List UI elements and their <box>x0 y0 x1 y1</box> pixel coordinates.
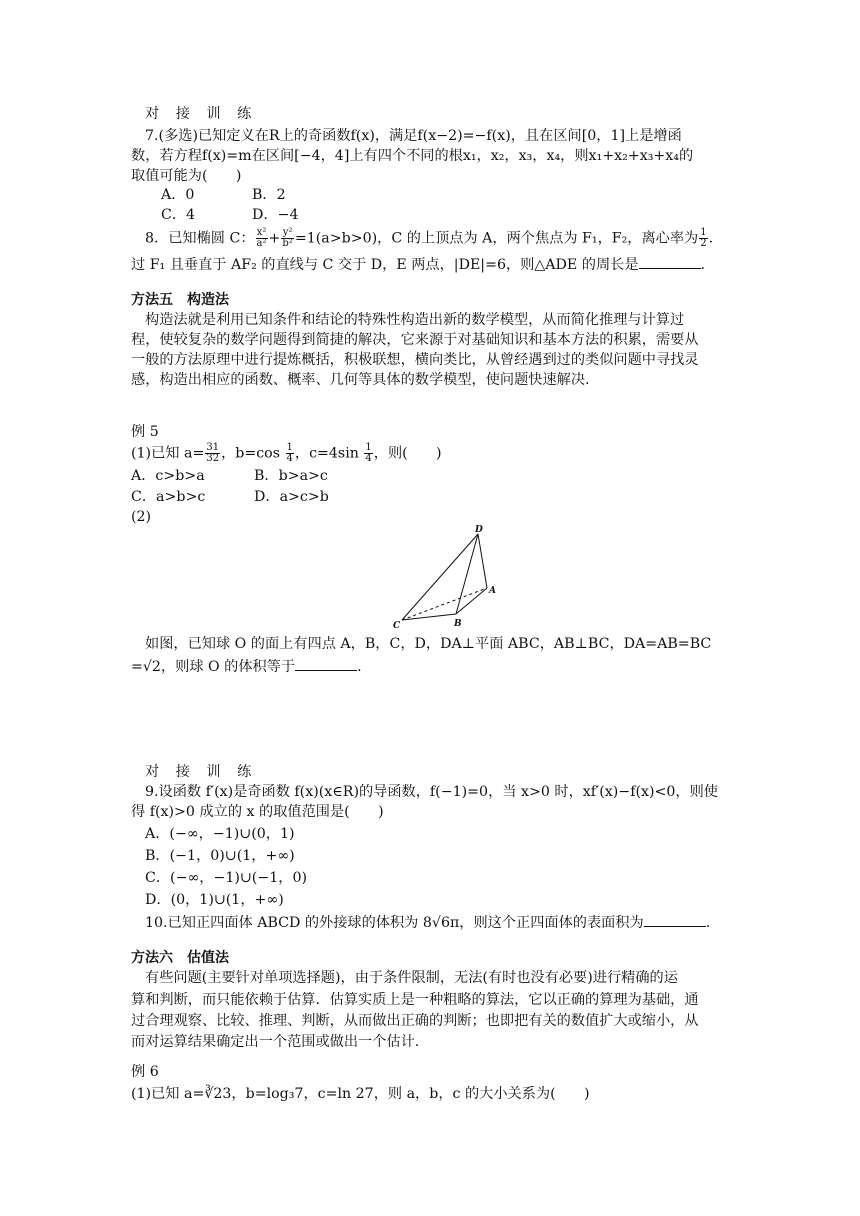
paragraph-line: 有些问题(主要针对单项选择题)，由于条件限制，无法(有时也没有必要)进行精确的运 <box>145 970 678 986</box>
method-5-title: 方法五 构造法 <box>131 292 229 308</box>
example-5-q2-line1: 如图，已知球 O 的面上有四点 A，B，C，D，DA⊥平面 ABC，AB⊥BC，DA=AB=BC <box>145 636 712 652</box>
option-a: A．(−∞，−1)∪(0，1) <box>145 826 295 842</box>
option-c: C．4 <box>161 207 196 223</box>
fraction: $\frac{31}{32}$ <box>206 442 220 464</box>
option-b: B．b>a>c <box>254 468 328 484</box>
paragraph-line: 算和判断，而只能依赖于估算．估算实质上是一种粗略的算法，它以正确的算理为基础，通 <box>131 992 699 1008</box>
option-c: C．a>b>c <box>131 489 206 505</box>
paragraph-line: 而对运算结果确定出一个范围或做出一个估计. <box>131 1034 420 1050</box>
paragraph-line: 一般的方法原理中进行提炼概括，积极联想，横向类比，从曾经遇到过的类似问题中寻找灵 <box>131 352 699 368</box>
fraction: $\frac{1}{4}$ <box>365 442 372 464</box>
tetrahedron-figure <box>390 522 510 632</box>
example-5-label: 例 5 <box>131 424 159 440</box>
vertex-label-b: B <box>454 619 462 629</box>
question-8-line1: 8．已知椭圆 C： $\frac{\text{x²}}{\text{a²}}$ + $\frac{\text{y²}}{\text{b²}}$ =1(a>b>0)，C 的上顶点为 A，两个焦点为 F₁，F₂，离心率为 $\frac{1}{2}$ . <box>145 227 714 249</box>
example-5-q2-label: (2) <box>131 509 152 525</box>
vertex-label-d: D <box>475 525 483 535</box>
paragraph-line: 感，构造出相应的函数、概率、几何等具体的数学模型，使问题快速解决. <box>131 372 590 388</box>
option-d: D．a>c>b <box>254 489 329 505</box>
option-b: B．(−1，0)∪(1，+∞) <box>145 848 295 864</box>
question-8-line2: 过 F₁ 且垂直于 AF₂ 的直线与 C 交于 D，E 两点，|DE|=6，则△ADE 的周长是 . <box>131 254 705 275</box>
question-10: 10.已知正四面体 ABCD 的外接球的体积为 8√6π，则这个正四面体的表面积为 . <box>145 912 710 933</box>
answer-blank <box>639 254 701 269</box>
question-9-line1: 9.设函数 f′(x)是奇函数 f(x)(x∈R)的导函数，f(−1)=0，当 x>0 时，xf′(x)−f(x)<0，则使 <box>145 784 718 800</box>
question-7-line3: 取值可能为( ) <box>131 168 242 184</box>
example-6-label: 例 6 <box>131 1064 159 1080</box>
option-c: C．(−∞，−1)∪(−1，0) <box>145 870 308 886</box>
fraction: $\frac{1}{2}$ <box>700 227 707 249</box>
answer-blank <box>644 912 706 927</box>
paragraph-line: 构造法就是利用已知条件和结论的特殊性构造出新的数学模型，从而简化推理与计算过 <box>145 312 685 328</box>
option-d: D．(0，1)∪(1，+∞) <box>145 892 284 908</box>
vertex-label-c: C <box>393 621 401 631</box>
question-9-line2: 得 f(x)>0 成立的 x 的取值范围是( ) <box>131 804 384 820</box>
method-6-title: 方法六 估值法 <box>131 950 229 966</box>
option-d: D．−4 <box>252 207 299 223</box>
example-6-q1: (1)已知 a=∛23，b=log₃7，c=ln 27，则 a，b，c 的大小关系为( ) <box>131 1086 590 1102</box>
option-b: B．2 <box>252 187 286 203</box>
section-heading: 对 接 训 练 <box>145 106 258 122</box>
fraction: $\frac{1}{4}$ <box>286 442 293 464</box>
example-5-q2-line2: =√2，则球 O 的体积等于 . <box>131 656 362 677</box>
fraction: $\frac{\text{y²}}{\text{b²}}$ <box>282 227 293 249</box>
example-5-q1: (1)已知 a= $\frac{31}{32}$ ，b=cos $\frac{1}{4}$ ，c=4sin $\frac{1}{4}$ ，则( ) <box>131 442 442 464</box>
answer-blank <box>295 656 357 671</box>
vertex-label-a: A <box>489 586 496 596</box>
option-a: A．0 <box>161 187 195 203</box>
option-a: A．c>b>a <box>131 468 205 484</box>
fraction: $\frac{\text{x²}}{\text{a²}}$ <box>256 227 267 249</box>
question-7-line2: 数，若方程f(x)=m在区间[−4，4]上有四个不同的根x₁，x₂，x₃，x₄，则x₁+x₂+x₃+x₄的 <box>131 148 694 164</box>
paragraph-line: 程，使较复杂的数学问题得到简捷的解决，它来源于对基础知识和基本方法的积累，需要从 <box>131 332 699 348</box>
section-heading: 对 接 训 练 <box>145 764 258 780</box>
paragraph-line: 过合理观察、比较、推理、判断，从而做出正确的判断；也即把有关的数值扩大或缩小，从 <box>131 1013 699 1029</box>
question-7-line1: 7.(多选)已知定义在R上的奇函数f(x)，满足f(x−2)=−f(x)，且在区间[0，1]上是增函 <box>145 128 682 144</box>
